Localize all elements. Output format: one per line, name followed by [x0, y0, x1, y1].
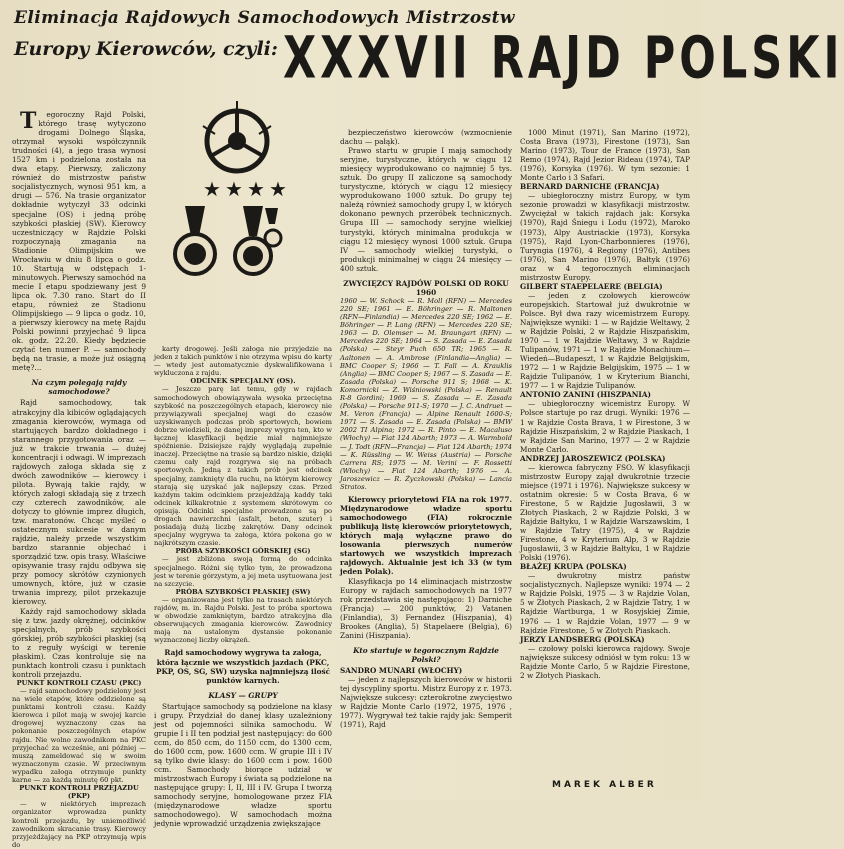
- headline-line1: Eliminacja Rajdowych Samochodowych Mistrzostw: [14, 8, 515, 28]
- paragraph: — kierowca fabryczny FSO. W klasyfikacji mistrzostw Europy zajął dwukrotnie trzecie miejsce (1971 i 1976). Największe sukcesy w ostatnim okresie: 5 w Costa Brava, 6 w Firestone, 5 w Rajdzie Jugosławii, 3 w Złotych Piaskach, 2 w Rajdzie Polski, 3 w Rajdzie Bałtyku, 1 w Rajdzie Warszawskim, 1 w Rajdzie Tatry (1975), 4 w Rajdzie Firestone, 4 w Kryterium Alp, 3 w Rajdzie Jugosławii, 3 w Rajdzie Bałtyku, 1 w Rajdzie Polski (1976).: [520, 462, 690, 563]
- paragraph: Rajd samochodowy, tak atrakcyjny dla kibiców oglądających zmagania kierowców, wymaga od startujących bardzo dokładnego i starannego przygotowania oraz — już w trakcie trwania — dużej koncentracji i odwagi. W imprezach rajdowych załoga składa się z dwóch zawodników — kierowcy i pilota. Bywają takie rajdy, w których załogi składają się z trzech czy czterech zawodników, ale dotyczy to głównie imprez długich, tzw. maratonów. Chcąc myśleć o ostatecznym sukcesie w danym rajdzie, należy przede wszystkim bardzo starannie objechać i sporządzić tzw. opis trasy. Właściwe opisywanie trasy rajdu odbywa się przy pomocy skrótów czynionych umownych, które, już w czasie trwania imprezy, pilot przekazuje kierowcy.: [12, 398, 147, 607]
- column-1: [12, 108, 147, 849]
- paragraph: — ubiegłoroczny wicemistrz Europy. W Polsce startuje po raz drugi. Wyniki: 1976 — 1 w Rajdzie Costa Brava, 1 w Firestone, 3 w Rajdzie Hiszpańskim, 2 w Rajdzie Piaskach, 1 w Rajdzie San Marino, 1977 — 2 w Rajdzie Monte Carlo.: [520, 399, 690, 454]
- paragraph: — jeden z czołowych kierowców europejskich. Startował już dwukrotnie w Polsce. Był dwa razy wicemistrzem Europy. Największe wyniki: 1 — w Rajdzie Weltawy, 2 w Rajdzie Polski, 2 w Rajdzie Hiszpańskim, 1970 — 1 w Rajdzie Weltawy, 3 w Rajdzie Tulipanów, 1971 — 1 w Rajdzie Monachium—Wiedeń—Budapeszt, 1 w Rajdzie Belgijskim, 1972 — 1 w Rajdzie Belgijskim, 1975 — 1 w Rajdzie Tulipanów, 1 w Kryterium Bianchi, 1977 — 1 w Rajdzie Tulipanów.: [520, 290, 690, 391]
- subheading: KLASY — GRUPY: [208, 690, 278, 700]
- definitions-block: [12, 679, 146, 849]
- driver-name: BŁAŻEJ KRUPA (POLSKA): [520, 562, 627, 572]
- definition-text: — rajd samochodowy podzielony jest na wiele etapów, które oddzielone są punktami kontroli czasu. Każdy kierowca i pilot mają w swojej karcie drogowej wyznaczony czas na pokonanie poszczególnych etapów rajdu. Nie wolno zawodnikom na PKC przyjechać za wcześnie, ani później — muszą zameldować się w swoim wyznaczonym czasie. W przeciwnym wypadku załoga otrzymuje punkty karne — za każdą minutę 60 pkt.: [12, 687, 146, 785]
- paragraph: Startujące samochody są podzielone na klasy i grupy. Przydział do danej klasy uzależniony jest od pojemności silnika samochodu. W grupie I i II ten podział jest następujący: do 600 ccm, do 850 ccm, do 1150 ccm, do 1300 ccm, do 1600 ccm, pow. 1600 ccm. W grupie III i IV są tylko dwie klasy: do 1600 ccm i pow. 1600 ccm. Samochody biorące udział w mistrzostwach Europy i świata są podzielone na następujące grupy: I, II, III i IV. Grupa I tworzą samochody seryjne, homologowane przez FIA (międzynarodowe władze sportu samochodowego). W samochodach można jedynie wprowadzić urządzenia zwiększające: [154, 701, 332, 829]
- driver-name: BERNARD DARNICHE (FRANCJA): [520, 182, 660, 192]
- definition-heading: PRÓBA SZYBKOŚCI PŁASKIEJ (SW): [175, 587, 311, 596]
- paragraph: Prawo startu w grupie I mają samochody seryjne, turystyczne, których w ciągu 12 miesięcy wyprodukowano co najmniej 5 tys. sztuk. Do grupy II zaliczone są samochody turystyczne, których w ciągu 12 miesięcy wyprodukowano 1000 sztuk. Do grupy tej należą również samochody grupy I, w których dokonano pewnych przeróbek technicznych. Grupa III — samochody seryjne wielkiej turystyki, których minimalna produkcja w ciągu 12 miesięcy wynosi 1000 sztuk. Grupa IV — samochody wielkiej turystyki, o produkcji minimalnej w ciągu 24 miesięcy — 400 sztuk.: [340, 146, 512, 273]
- paragraph: bezpieczeństwo kierowców (wzmocnienie dachu — pałąk).: [340, 128, 512, 147]
- medal-icon: [265, 208, 281, 246]
- bold-summary: Rajd samochodowy wygrywa ta załoga, która łącznie we wszystkich jazdach (PKC, PKP, OS, SG, SW) uzyska najmniejszą ilość punktów karnych.: [155, 648, 331, 685]
- subheading: Na czym polegają rajdy samochodowe?: [31, 378, 127, 397]
- definition-heading: ODCINEK SPECJALNY (OS).: [190, 377, 296, 386]
- paragraph: — jeden z najlepszych kierowców w historii tej dyscypliny sportu. Mistrz Europy z r. 1973. Największe sukcesy: czterokrotne zwycięstwo w Rajdzie Monte Carlo (1972, 1975, 1976 , 1977). Wygrywał też takie rajdy jak: Semperit (1971), Rajd: [340, 674, 512, 730]
- steering-wheel-icon: [203, 101, 271, 171]
- winners-list: 1960 — W. Schock — R. Moll (RFN) — Mercedes 220 SE; 1961 — E. Böhringer — R. Maltonen (RFN—Finlandia) — Mercedes 220 SE; 1962 — E. Böhringer — P. Lang (RFN) — Mercedes 220 SE; 1963 — D. Olemser — M. Braungart (RFN) — Mercedes 220 SE; 1964 — S. Zasada — E. Zasada (Polska) — Steyr Puch 650 TR; 1965 — R. Aaltonen — A. Ambrose (Finlandia—Anglia) — BMC Cooper S; 1966 — T. Fall — A. Krauklis (Anglia) — BMC Cooper S; 1967 — S. Zasada — E. Zasada (Polska) — Porsche 911 S; 1968 — K. Komornicki — Z. Wiśniowski (Polska) — Renault R-8 Gordini; 1969 — S. Zasada — E. Zasada (Polska) — Porsche 911-S; 1970 — J. C. Andruet — M. Veron (Francja) — Alpine Renault 1600-S; 1971 — S. Zasada — E. Zasada (Polska) — BMW 2002 TI Alpina; 1972 — R. Pinto — E. Macaluso (Włochy) — Fiat 124 Abarth; 1973 — A. Warmbold — J. Todt (RFN—Francja) — Fiat 124 Abarth; 1974 — K. Rüssling — W. Weiss (Austria) — Porsche Carrera RS; 1975 — M. Verini — F. Rossetti (Włochy) — Fiat 124 Abarth; 1976 — A. Jaroszewicz — R. Życzkowski (Polska) — Lancia Stratos.: [340, 296, 512, 491]
- definition-text: — organizowana jest tylko na trasach niektórych rajdów, m. in. Rajdu Polski. Jest to próba sportowa w obwodzie zamkniętym, bardzo atrakcyjna dla obserwujących zmagania kierowców. Zawodnicy mają na ustalonym dystansie pokonanie wyznaczonej liczby okrążeń.: [154, 595, 332, 645]
- headline-main: XXXVII RAJD POLSKI: [283, 25, 844, 93]
- column-2: [154, 345, 333, 829]
- medal-icon: [175, 206, 215, 274]
- paragraph: 1000 Minut (1971), San Marino (1972), Costa Brava (1973), Firestone (1973), San Marino (1973), Tour de France (1973), San Remo (1974), Rajd Jezior Rideau (1974), TAP (1976), Korsyka (1976). W tym sezonie: 1 Monte Carlo i 3 Safari.: [520, 128, 690, 183]
- driver-name: ANTONIO ZANINI (HISZPANIA): [520, 390, 651, 400]
- driver-name: GILBERT STAEPELAERE (BELGIA): [520, 281, 663, 291]
- star-icon: ★: [225, 177, 243, 201]
- definition-text: — jest zbliżona swoją formą do odcinka specjalnego. Różni się tylko tym, że prowadzona jest w terenie górzystym, a jej meta usytuowana jest na szczycie.: [154, 555, 333, 588]
- definition-text: — w niektórych imprezach organizator wprowadza punkty kontroli przejazdu, by uniemożliwić zawodnikom skracanie trasy. Kierowcy przyjeżdżający na PKP otrzymują wpis do: [12, 800, 146, 849]
- star-icon: ★: [203, 177, 221, 201]
- driver-name: SANDRO MUNARI (WŁOCHY): [340, 665, 463, 675]
- star-icon: ★: [269, 177, 287, 201]
- column-3: [340, 128, 512, 800]
- winners-heading: ZWYCIĘZCY RAJDÓW POLSKI OD ROKU 1960: [343, 278, 509, 297]
- driver-name: ANDRZEJ JAROSZEWICZ (POLSKA): [520, 453, 666, 463]
- definitions-block: [154, 345, 332, 644]
- paragraph: Każdy rajd samochodowy składa się z tzw. jazdy okrężnej, odcinków specjalnych, prób szybkości górskiej, prób szybkości płaskiej (są to z reguły wyścigi w terenie płaskim). Czas kontroluje się na punktach kontroli czasu i punktach kontroli przejazdu.: [12, 606, 146, 679]
- author-signature: MAREK ALBER: [552, 780, 657, 790]
- column-4: [520, 128, 690, 778]
- intro-paragraph: T egoroczny Rajd Polski, którego trasę wytyczono drogami Dolnego Śląska, otrzymał wysoki współczynnik trudności (4), a jego trasa wynosi 1527 km i podzielona została na dwa etapy. Pierwszy, zaliczony również do mistrzostw państw socjalistycznych, wynosi 951 km, a drugi — 576. Na trasie organizator dokładnie wytyczył 33 odcinki specjalne (OS) i jedną próbę szybkości płaskiej (SW). Kierowcy uczestniczący w Rajdzie Polski rozpoczynają zmagania na Stadionie Olimpijskim we Wrocławiu w dniu 8 lipca o godz. 10. Startują w odstępach 1-minutowych. Pierwszy samochód na mecie I etapu spodziewany jest 9 lipca ok. 7.30 rano. Start do II etapu, również ze Stadionu Olimpijskiego — 9 lipca o godz. 10, a pierwszy kierowcy na metę Rajdu Polski powinni przyjechać 9 lipca ok. godz. 22.20. Kiedy będziecie czytać ten numer P. — samochody będą na trasie, a może już osiągną metę?...: [12, 108, 146, 373]
- headline-line2: Europy Kierowców, czyli:: [14, 38, 278, 60]
- definition-text: — Jeszcze parę lat temu, gdy w rajdach samochodowych obowiązywała wysoka przeciętna szybkość na poszczególnych etapach, kierowcy nie przywiązywali specjalnej wagi do czasów uzyskiwanych podczas prób sportowych, bowiem dobrze wiedzieli, że danej imprezy wygra ten, kto w łącznej klasyfikacji będzie miał najmniejsze spóźnienie. Dzisiejsze rajdy wyglądają zupełnie inaczej. Przeciętne na trasie są bardzo niskie, dzięki czemu cały rajd rozgrywa się na próbach sportowych. Jedną z takich prób jest odcinek specjalny, zamknięty dla ruchu, na którym kierowcy starają się uzyskać jak najlepszy czas. Przed każdym takim odcinkiem przejeżdżają kaddy taki odcinek kilkakrotnie z systemem skrótowym co opisują. Odcinki specjalne prowadzone są po drogach nawierzchni (asfalt, beton, szuter) i posiadają dużą liczbę zakrętów. Dany odcinek specjalny wygrywa ta załoga, która pokona go w najkrótszym czasie.: [154, 385, 332, 548]
- paragraph: karty drogowej. Jeśli załoga nie przyjedzie na jeden z takich punktów i nie otrzyma wpisu do karty — wtedy jest automatycznie dyskwalifikowana i wykluczona z rajdu.: [154, 345, 332, 378]
- paragraph: — ubiegłoroczny mistrz Europy, w tym sezonie prowadzi w klasyfikacji mistrzostw. Zwyciężał w takich rajdach jak: Korsyka (1970), Rajd Śniegu i Lodu (1972), Maroko (1973), Alpy Austriackie (1973), Korsyka (1975), Rajd Lyon-Charbonnieres (1976), Turyngia (1976), 4 Regiony (1976), Antibes (1976), San Marino (1976), Bałtyk (1976) oraz w 4 tegorocznych eliminacjach mistrzostw Europy.: [520, 191, 690, 282]
- paragraph: Klasyfikacja po 14 eliminacjach mistrzostw Europy w rajdach samochodowych na 1977 rok przedstawia się następująco: 1) Darniche (Francja) — 200 punktów, 2) Vatanen (Finlandia), 3) Fernandez (Hiszpania), 4) Brookes (Anglia), 5) Stapelaere (Belgia), 6) Zanini (Hiszpania).: [340, 576, 512, 640]
- definition-heading: PRÓBA SZYBKOŚCI GÓRSKIEJ (SG): [175, 547, 311, 556]
- definition-heading: PUNKT KONTROLI CZASU (PKC): [16, 678, 142, 687]
- paragraph: — dwukrotny mistrz państw socjalistycznych. Najlepsze wyniki: 1974 — 2 w Rajdzie Polski, 1975 — 3 w Rajdzie Volan, 5 w Złotych Piaskach, 2 w Rajdzie Tatry, 1 w Rajdzie Wartburga, 1 w Rosyjskiej Zimie, 1976 — 1 w Rajdzie Volan, 1977 — 9 w Rajdzie Firestone, 5 w Złotych Piaskach.: [520, 571, 690, 635]
- paragraph: — czołowy polski kierowca rajdowy. Swoje największe sukcesy odniósł w tym roku: 13 w Rajdzie Monte Carlo, 5 w Rajdzie Firestone, 2 w Złotych Piaskach.: [520, 643, 690, 680]
- definition-heading: PUNKT KONTROLI PRZEJAZDU (PKP): [19, 784, 139, 801]
- driver-name: JERZY LANDSBERG (POLSKA): [520, 634, 645, 644]
- rally-emblem-illustration: [145, 96, 287, 346]
- subheading: Kto startuje w tegorocznym Rajdzie Polski?: [353, 645, 499, 664]
- paragraph: Kierowcy priorytetowi FIA na rok 1977. Międzynarodowe władze sportu samochodowego (FIA) rokrocznie publikują listę kierowców priorytetowych, których mają wyłączne prawo do losowania pierwszych numerów startowych we wszystkich imprezach rajdowych. Aktualnie jest ich 33 (w tym jeden Polak).: [340, 495, 512, 577]
- drop-cap: T: [20, 108, 37, 134]
- star-icon: ★: [247, 177, 265, 201]
